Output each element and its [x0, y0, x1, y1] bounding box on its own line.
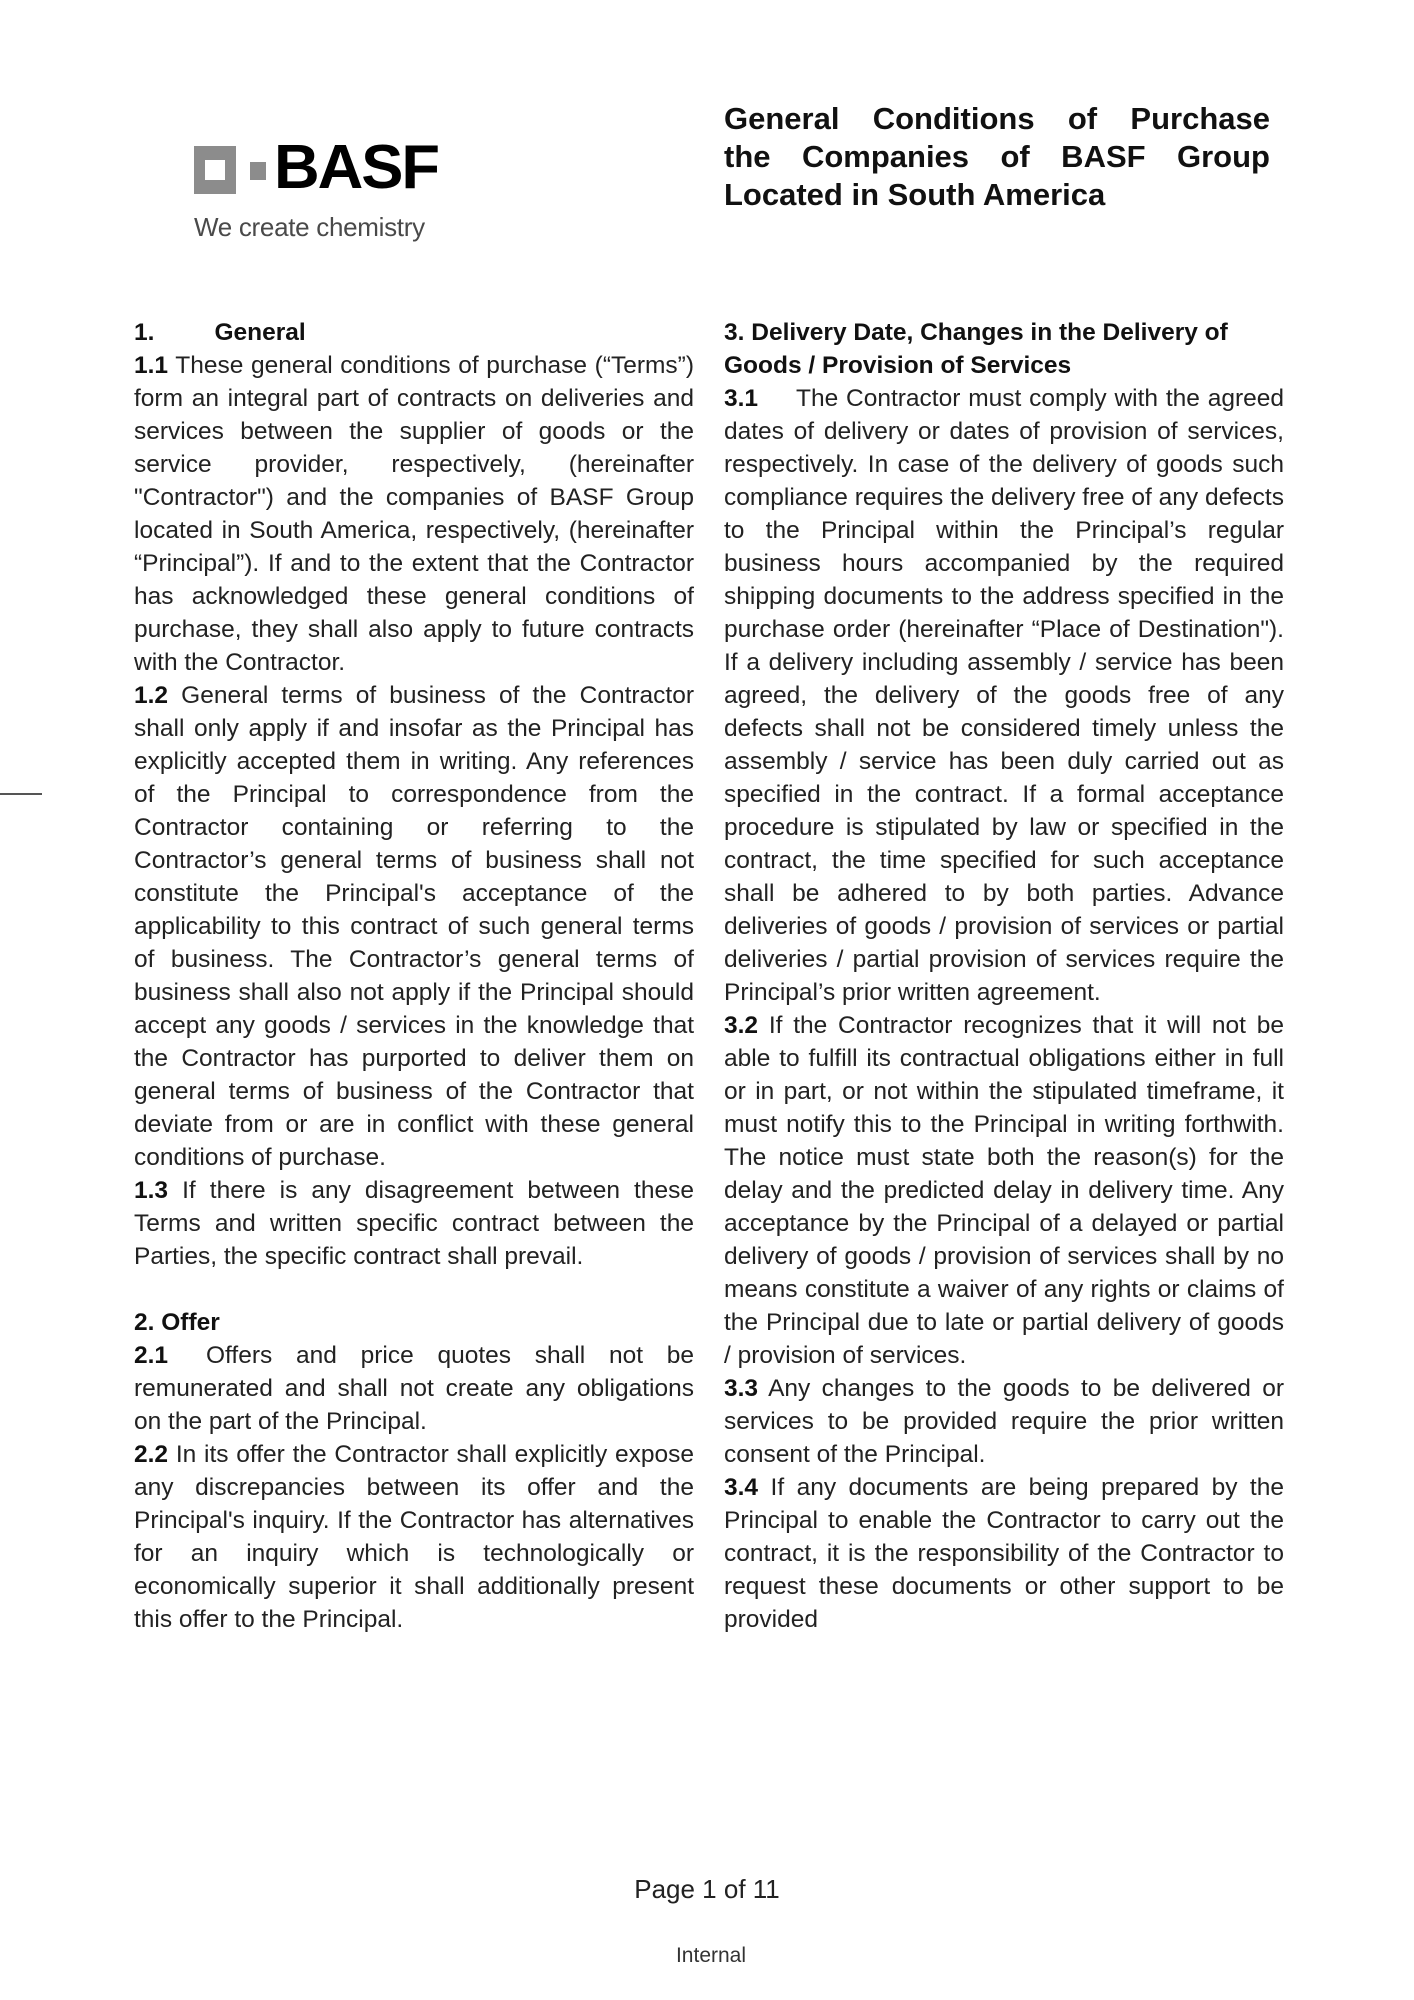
clause-text: Any changes to the goods to be delivered or services to be provided require the prior written consent of the Principal. [724, 1375, 1284, 1468]
clause-text: Offers and price quotes shall not be remunerated and shall not create any obligations on the part of the Principal. [134, 1342, 694, 1435]
section-1-title: General [214, 319, 306, 346]
title-line-1: General Conditions of Purchase [724, 101, 1270, 136]
clause-1-2 [134, 679, 694, 1174]
page-number: Page 1 of 11 [634, 1874, 780, 1904]
clause-number: 1.2 [134, 682, 169, 709]
clause-number: 2.2 [134, 1441, 169, 1468]
clause-number: 3.4 [724, 1474, 759, 1501]
clause-3-4 [724, 1471, 1284, 1636]
clause-text: General terms of business of the Contractor shall only apply if and insofar as the Principal has explicitly accepted them in writing. Any references of the Principal to correspondence from the Contractor containing or referring to the Contractor’s general terms of business shall not constitute the Principal's acceptance of the applicability to this contract of such general terms of business. The Contractor’s general terms of business shall also not apply if the Principal should accept any goods / services in the knowledge that the Contractor has purported to deliver them on general terms of business of the Contractor that deviate from or are in conflict with these general conditions of purchase. [134, 682, 694, 1171]
clause-2-2 [134, 1438, 694, 1636]
clause-text: If the Contractor recognizes that it will not be able to fulfill its contractual obligations either in full or in part, or not within the stipulated timeframe, it must notify this to the Principal in writing forthwith. The notice must state both the reason(s) for the delay and the predicted delay in delivery time. Any acceptance by the Principal of a delayed or partial delivery of goods / provision of services shall by no means constitute a waiver of any rights or claims of the Principal due to late or partial delivery of goods / provision of services. [724, 1012, 1284, 1369]
section-3-number: 3. [724, 319, 745, 346]
clause-number: 3.2 [724, 1012, 759, 1039]
logo-tagline: We create chemistry [194, 212, 425, 242]
basf-mark-icon [194, 144, 266, 196]
clause-number: 3.1 [724, 385, 759, 412]
title-line-2: the Companies of BASF Group [724, 139, 1270, 174]
right-column [724, 316, 1284, 1636]
section-3-title: Delivery Date, Changes in the Delivery of Goods / Provision of Services [724, 319, 1228, 379]
section-2-number: 2. [134, 1309, 155, 1336]
clause-number: 3.3 [724, 1375, 759, 1402]
classification-label: Internal [675, 1944, 747, 1967]
document-title [724, 100, 1270, 214]
clause-text: The Contractor must comply with the agreed dates of delivery or dates of provision of services, respectively. In case of the delivery of goods such compliance requires the delivery free of any defects to the Principal within the Principal’s regular business hours accompanied by the required shipping documents to the address specified in the purchase order (hereinafter “Place of Destination"). If a delivery including assembly / service has been agreed, the delivery of the goods free of any defects shall not be considered timely unless the assembly / service has been duly carried out as specified in the contract. If a formal acceptance procedure is stipulated by law or specified in the contract, the time specified for such acceptance shall be adhered to by both parties. Advance deliveries of goods / provision of services or partial deliveries / partial provision of services require the Principal’s prior written agreement. [724, 385, 1284, 1006]
clause-number: 2.1 [134, 1342, 169, 1369]
clause-number: 1.1 [134, 352, 169, 379]
clause-2-1 [134, 1339, 694, 1438]
section-3-heading [724, 316, 1284, 382]
margin-mark [0, 793, 42, 795]
section-2-heading [134, 1306, 694, 1339]
clause-text: In its offer the Contractor shall explicitly expose any discrepancies between its offer and the Principal's inquiry. If the Contractor has alternatives for an inquiry which is technologically or economically superior it shall additionally present this offer to the Principal. [134, 1441, 695, 1633]
title-line-3: Located in South America [724, 177, 1106, 212]
left-column [134, 316, 694, 1636]
clause-text: These general conditions of purchase (“Terms”) form an integral part of contracts on deliveries and services between the supplier of goods or the service provider, respectively, (hereinafter "Contractor") and the companies of BASF Group located in South America, respectively, (hereinafter “Principal”). If and to the extent that the Contractor has acknowledged these general conditions of purchase, they shall also apply to future contracts with the Contractor. [134, 352, 694, 676]
clause-1-1 [134, 349, 694, 679]
section-2-title: Offer [161, 1309, 220, 1336]
logo-square-small-icon [250, 162, 266, 180]
clause-1-3 [134, 1174, 694, 1273]
clause-3-3 [724, 1372, 1284, 1471]
clause-text: If any documents are being prepared by the Principal to enable the Contractor to carry out the contract, it is the responsibility of the Contractor to request these documents or other support to be provided [724, 1474, 1284, 1633]
section-1-number: 1. [134, 319, 155, 346]
clause-3-1 [724, 382, 1284, 1009]
logo-square-outline-icon [194, 146, 236, 194]
clause-number: 1.3 [134, 1177, 169, 1204]
section-1-heading [134, 316, 694, 349]
clause-3-2 [724, 1009, 1284, 1372]
logo-wordmark: BASF [274, 133, 438, 202]
clause-text: If there is any disagreement between these Terms and written specific contract between the Parties, the specific contract shall prevail. [134, 1177, 694, 1270]
basf-logo [194, 133, 466, 244]
